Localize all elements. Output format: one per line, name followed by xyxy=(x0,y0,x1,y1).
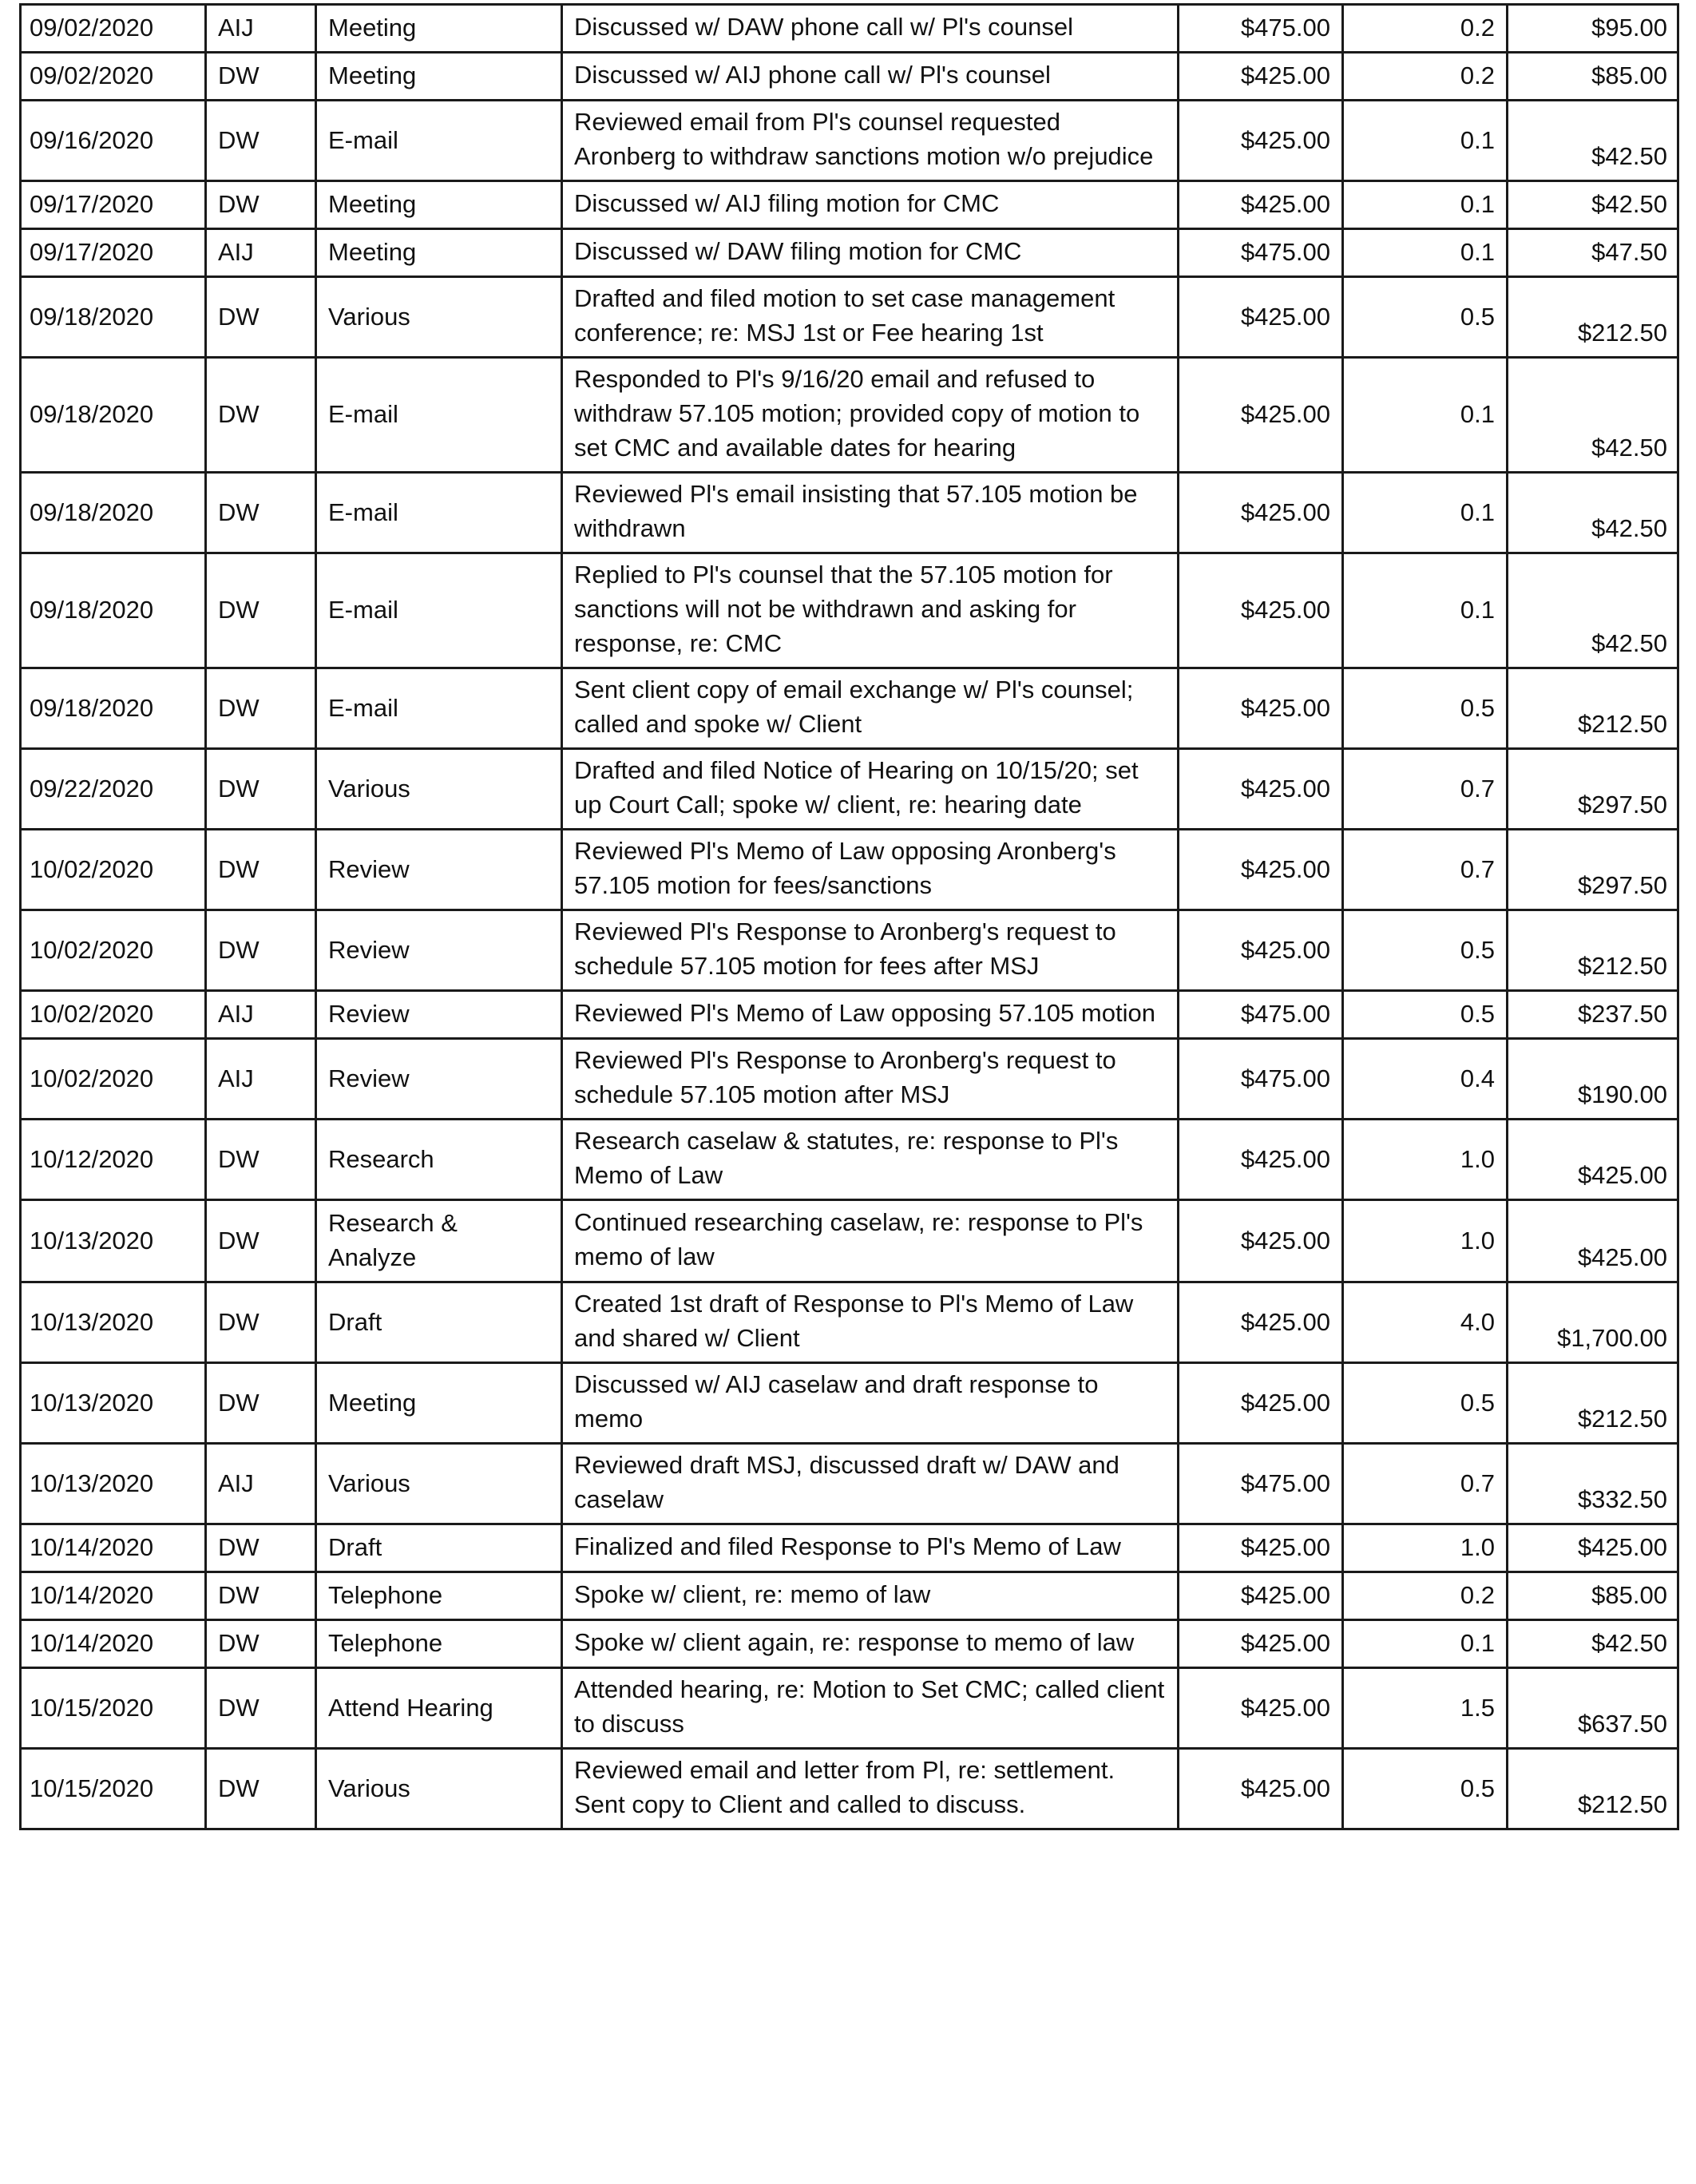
activity-type: E-mail xyxy=(316,101,562,181)
activity-type: Review xyxy=(316,1039,562,1120)
table-row xyxy=(21,277,1678,358)
hourly-rate: $425.00 xyxy=(1179,53,1343,101)
entry-date: 09/02/2020 xyxy=(21,5,206,53)
entry-description: Replied to Pl's counsel that the 57.105 motion for sanctions will not be withdrawn and asking for response, re: CMC xyxy=(562,553,1179,668)
table-row xyxy=(21,749,1678,830)
entry-description: Research caselaw & statutes, re: response to Pl's Memo of Law xyxy=(562,1120,1179,1200)
entry-date: 10/13/2020 xyxy=(21,1444,206,1524)
activity-type: E-mail xyxy=(316,473,562,553)
hourly-rate: $425.00 xyxy=(1179,1749,1343,1829)
activity-type: E-mail xyxy=(316,358,562,473)
entry-amount: $332.50 xyxy=(1508,1444,1678,1524)
activity-type: Meeting xyxy=(316,181,562,229)
entry-amount: $42.50 xyxy=(1508,553,1678,668)
entry-date: 10/02/2020 xyxy=(21,830,206,910)
billing-rows xyxy=(21,5,1678,1829)
entry-amount: $42.50 xyxy=(1508,358,1678,473)
table-row xyxy=(21,1668,1678,1749)
entry-date: 09/18/2020 xyxy=(21,553,206,668)
table-row xyxy=(21,1620,1678,1668)
hourly-rate: $425.00 xyxy=(1179,1363,1343,1444)
hours-billed: 0.5 xyxy=(1343,910,1508,991)
activity-type: Meeting xyxy=(316,5,562,53)
entry-amount: $425.00 xyxy=(1508,1120,1678,1200)
entry-date: 10/14/2020 xyxy=(21,1572,206,1620)
hours-billed: 0.1 xyxy=(1343,101,1508,181)
hours-billed: 0.2 xyxy=(1343,1572,1508,1620)
hourly-rate: $425.00 xyxy=(1179,181,1343,229)
entry-description: Spoke w/ client again, re: response to memo of law xyxy=(562,1620,1179,1668)
activity-type: Various xyxy=(316,1444,562,1524)
timekeeper-initials: DW xyxy=(206,473,316,553)
hourly-rate: $425.00 xyxy=(1179,1572,1343,1620)
entry-amount: $297.50 xyxy=(1508,749,1678,830)
hours-billed: 1.0 xyxy=(1343,1200,1508,1282)
hours-billed: 0.5 xyxy=(1343,991,1508,1039)
table-row xyxy=(21,1200,1678,1282)
entry-amount: $42.50 xyxy=(1508,181,1678,229)
activity-type: Review xyxy=(316,991,562,1039)
entry-date: 09/16/2020 xyxy=(21,101,206,181)
entry-amount: $42.50 xyxy=(1508,1620,1678,1668)
timekeeper-initials: AIJ xyxy=(206,1039,316,1120)
timekeeper-initials: DW xyxy=(206,1363,316,1444)
hours-billed: 0.1 xyxy=(1343,358,1508,473)
activity-type: Meeting xyxy=(316,1363,562,1444)
table-row xyxy=(21,1524,1678,1572)
hourly-rate: $425.00 xyxy=(1179,1668,1343,1749)
activity-type: Telephone xyxy=(316,1620,562,1668)
activity-type: Review xyxy=(316,910,562,991)
table-row xyxy=(21,910,1678,991)
hours-billed: 0.7 xyxy=(1343,830,1508,910)
table-row xyxy=(21,1282,1678,1363)
timekeeper-initials: DW xyxy=(206,749,316,830)
hourly-rate: $475.00 xyxy=(1179,5,1343,53)
timekeeper-initials: DW xyxy=(206,1572,316,1620)
hours-billed: 0.1 xyxy=(1343,229,1508,277)
billing-entries-table xyxy=(19,3,1679,1830)
entry-amount: $1,700.00 xyxy=(1508,1282,1678,1363)
entry-date: 10/02/2020 xyxy=(21,1039,206,1120)
hourly-rate: $425.00 xyxy=(1179,1200,1343,1282)
hourly-rate: $425.00 xyxy=(1179,668,1343,749)
activity-type: Meeting xyxy=(316,229,562,277)
hourly-rate: $425.00 xyxy=(1179,749,1343,830)
entry-date: 10/15/2020 xyxy=(21,1749,206,1829)
entry-date: 10/14/2020 xyxy=(21,1620,206,1668)
entry-amount: $42.50 xyxy=(1508,101,1678,181)
entry-date: 09/02/2020 xyxy=(21,53,206,101)
entry-date: 09/18/2020 xyxy=(21,277,206,358)
timekeeper-initials: AIJ xyxy=(206,991,316,1039)
hours-billed: 0.5 xyxy=(1343,277,1508,358)
timekeeper-initials: DW xyxy=(206,830,316,910)
entry-description: Discussed w/ AIJ caselaw and draft response to memo xyxy=(562,1363,1179,1444)
entry-date: 10/13/2020 xyxy=(21,1200,206,1282)
hourly-rate: $425.00 xyxy=(1179,830,1343,910)
hours-billed: 0.1 xyxy=(1343,553,1508,668)
entry-amount: $212.50 xyxy=(1508,1363,1678,1444)
timekeeper-initials: DW xyxy=(206,1120,316,1200)
timekeeper-initials: AIJ xyxy=(206,1444,316,1524)
entry-amount: $85.00 xyxy=(1508,1572,1678,1620)
activity-type: Research & Analyze xyxy=(316,1200,562,1282)
entry-description: Reviewed Pl's Response to Aronberg's request to schedule 57.105 motion for fees after MSJ xyxy=(562,910,1179,991)
entry-description: Reviewed Pl's Memo of Law opposing Aronberg's 57.105 motion for fees/sanctions xyxy=(562,830,1179,910)
hours-billed: 0.2 xyxy=(1343,5,1508,53)
entry-date: 10/13/2020 xyxy=(21,1282,206,1363)
timekeeper-initials: DW xyxy=(206,1282,316,1363)
entry-amount: $47.50 xyxy=(1508,229,1678,277)
activity-type: Telephone xyxy=(316,1572,562,1620)
timekeeper-initials: DW xyxy=(206,101,316,181)
hourly-rate: $425.00 xyxy=(1179,1282,1343,1363)
table-row xyxy=(21,53,1678,101)
table-row xyxy=(21,1363,1678,1444)
entry-amount: $212.50 xyxy=(1508,277,1678,358)
entry-description: Discussed w/ DAW filing motion for CMC xyxy=(562,229,1179,277)
entry-amount: $212.50 xyxy=(1508,668,1678,749)
table-row xyxy=(21,1039,1678,1120)
timekeeper-initials: DW xyxy=(206,1524,316,1572)
table-row xyxy=(21,1749,1678,1829)
hourly-rate: $425.00 xyxy=(1179,910,1343,991)
entry-description: Attended hearing, re: Motion to Set CMC; called client to discuss xyxy=(562,1668,1179,1749)
entry-description: Drafted and filed Notice of Hearing on 10/15/20; set up Court Call; spoke w/ client, re: hearing date xyxy=(562,749,1179,830)
entry-date: 09/17/2020 xyxy=(21,229,206,277)
table-row xyxy=(21,101,1678,181)
entry-amount: $297.50 xyxy=(1508,830,1678,910)
entry-description: Reviewed email and letter from Pl, re: settlement. Sent copy to Client and called to discuss. xyxy=(562,1749,1179,1829)
entry-date: 10/02/2020 xyxy=(21,910,206,991)
activity-type: Draft xyxy=(316,1524,562,1572)
hourly-rate: $425.00 xyxy=(1179,1120,1343,1200)
hours-billed: 0.5 xyxy=(1343,1749,1508,1829)
entry-description: Created 1st draft of Response to Pl's Memo of Law and shared w/ Client xyxy=(562,1282,1179,1363)
table-row xyxy=(21,1572,1678,1620)
hourly-rate: $425.00 xyxy=(1179,553,1343,668)
entry-description: Spoke w/ client, re: memo of law xyxy=(562,1572,1179,1620)
entry-amount: $42.50 xyxy=(1508,473,1678,553)
entry-date: 09/18/2020 xyxy=(21,668,206,749)
hours-billed: 0.7 xyxy=(1343,749,1508,830)
hours-billed: 0.1 xyxy=(1343,1620,1508,1668)
activity-type: E-mail xyxy=(316,553,562,668)
hourly-rate: $475.00 xyxy=(1179,991,1343,1039)
entry-description: Responded to Pl's 9/16/20 email and refused to withdraw 57.105 motion; provided copy of motion to set CMC and available dates for hearing xyxy=(562,358,1179,473)
entry-amount: $212.50 xyxy=(1508,910,1678,991)
entry-amount: $190.00 xyxy=(1508,1039,1678,1120)
timekeeper-initials: DW xyxy=(206,277,316,358)
hourly-rate: $475.00 xyxy=(1179,1039,1343,1120)
entry-amount: $637.50 xyxy=(1508,1668,1678,1749)
table-row xyxy=(21,830,1678,910)
activity-type: Various xyxy=(316,749,562,830)
entry-date: 10/13/2020 xyxy=(21,1363,206,1444)
entry-date: 09/22/2020 xyxy=(21,749,206,830)
table-row xyxy=(21,1120,1678,1200)
timekeeper-initials: DW xyxy=(206,668,316,749)
timekeeper-initials: DW xyxy=(206,53,316,101)
entry-date: 09/18/2020 xyxy=(21,358,206,473)
entry-date: 09/17/2020 xyxy=(21,181,206,229)
hourly-rate: $425.00 xyxy=(1179,277,1343,358)
activity-type: Review xyxy=(316,830,562,910)
entry-description: Discussed w/ AIJ phone call w/ Pl's counsel xyxy=(562,53,1179,101)
table-row xyxy=(21,181,1678,229)
timekeeper-initials: DW xyxy=(206,1749,316,1829)
activity-type: Research xyxy=(316,1120,562,1200)
entry-date: 10/12/2020 xyxy=(21,1120,206,1200)
timekeeper-initials: DW xyxy=(206,1668,316,1749)
entry-amount: $212.50 xyxy=(1508,1749,1678,1829)
hours-billed: 0.2 xyxy=(1343,53,1508,101)
activity-type: Attend Hearing xyxy=(316,1668,562,1749)
table-row xyxy=(21,229,1678,277)
hourly-rate: $425.00 xyxy=(1179,1524,1343,1572)
table-row xyxy=(21,1444,1678,1524)
activity-type: Meeting xyxy=(316,53,562,101)
hourly-rate: $475.00 xyxy=(1179,229,1343,277)
hourly-rate: $475.00 xyxy=(1179,1444,1343,1524)
activity-type: Various xyxy=(316,1749,562,1829)
timekeeper-initials: DW xyxy=(206,358,316,473)
entry-description: Reviewed Pl's Memo of Law opposing 57.105 motion xyxy=(562,991,1179,1039)
table-row xyxy=(21,991,1678,1039)
entry-description: Continued researching caselaw, re: response to Pl's memo of law xyxy=(562,1200,1179,1282)
hourly-rate: $425.00 xyxy=(1179,1620,1343,1668)
activity-type: Various xyxy=(316,277,562,358)
entry-date: 10/02/2020 xyxy=(21,991,206,1039)
entry-description: Sent client copy of email exchange w/ Pl's counsel; called and spoke w/ Client xyxy=(562,668,1179,749)
hours-billed: 0.1 xyxy=(1343,181,1508,229)
timekeeper-initials: DW xyxy=(206,1200,316,1282)
hours-billed: 0.5 xyxy=(1343,1363,1508,1444)
hourly-rate: $425.00 xyxy=(1179,101,1343,181)
activity-type: E-mail xyxy=(316,668,562,749)
entry-amount: $425.00 xyxy=(1508,1200,1678,1282)
hours-billed: 0.7 xyxy=(1343,1444,1508,1524)
timekeeper-initials: AIJ xyxy=(206,229,316,277)
hours-billed: 0.4 xyxy=(1343,1039,1508,1120)
entry-date: 09/18/2020 xyxy=(21,473,206,553)
table-row xyxy=(21,553,1678,668)
timekeeper-initials: DW xyxy=(206,181,316,229)
hours-billed: 0.5 xyxy=(1343,668,1508,749)
entry-description: Reviewed email from Pl's counsel requested Aronberg to withdraw sanctions motion w/o prejudice xyxy=(562,101,1179,181)
table-row xyxy=(21,668,1678,749)
entry-description: Discussed w/ DAW phone call w/ Pl's counsel xyxy=(562,5,1179,53)
hours-billed: 1.0 xyxy=(1343,1120,1508,1200)
entry-description: Finalized and filed Response to Pl's Memo of Law xyxy=(562,1524,1179,1572)
timekeeper-initials: AIJ xyxy=(206,5,316,53)
entry-description: Discussed w/ AIJ filing motion for CMC xyxy=(562,181,1179,229)
entry-amount: $95.00 xyxy=(1508,5,1678,53)
hourly-rate: $425.00 xyxy=(1179,473,1343,553)
table-row xyxy=(21,358,1678,473)
activity-type: Draft xyxy=(316,1282,562,1363)
entry-amount: $85.00 xyxy=(1508,53,1678,101)
table-row xyxy=(21,5,1678,53)
table-row xyxy=(21,473,1678,553)
timekeeper-initials: DW xyxy=(206,1620,316,1668)
hours-billed: 1.0 xyxy=(1343,1524,1508,1572)
timekeeper-initials: DW xyxy=(206,910,316,991)
entry-amount: $425.00 xyxy=(1508,1524,1678,1572)
hours-billed: 4.0 xyxy=(1343,1282,1508,1363)
entry-amount: $237.50 xyxy=(1508,991,1678,1039)
entry-date: 10/15/2020 xyxy=(21,1668,206,1749)
entry-description: Reviewed Pl's email insisting that 57.105 motion be withdrawn xyxy=(562,473,1179,553)
hours-billed: 0.1 xyxy=(1343,473,1508,553)
hours-billed: 1.5 xyxy=(1343,1668,1508,1749)
entry-date: 10/14/2020 xyxy=(21,1524,206,1572)
entry-description: Reviewed draft MSJ, discussed draft w/ DAW and caselaw xyxy=(562,1444,1179,1524)
entry-description: Reviewed Pl's Response to Aronberg's request to schedule 57.105 motion after MSJ xyxy=(562,1039,1179,1120)
hourly-rate: $425.00 xyxy=(1179,358,1343,473)
entry-description: Drafted and filed motion to set case management conference; re: MSJ 1st or Fee hearing 1st xyxy=(562,277,1179,358)
timekeeper-initials: DW xyxy=(206,553,316,668)
